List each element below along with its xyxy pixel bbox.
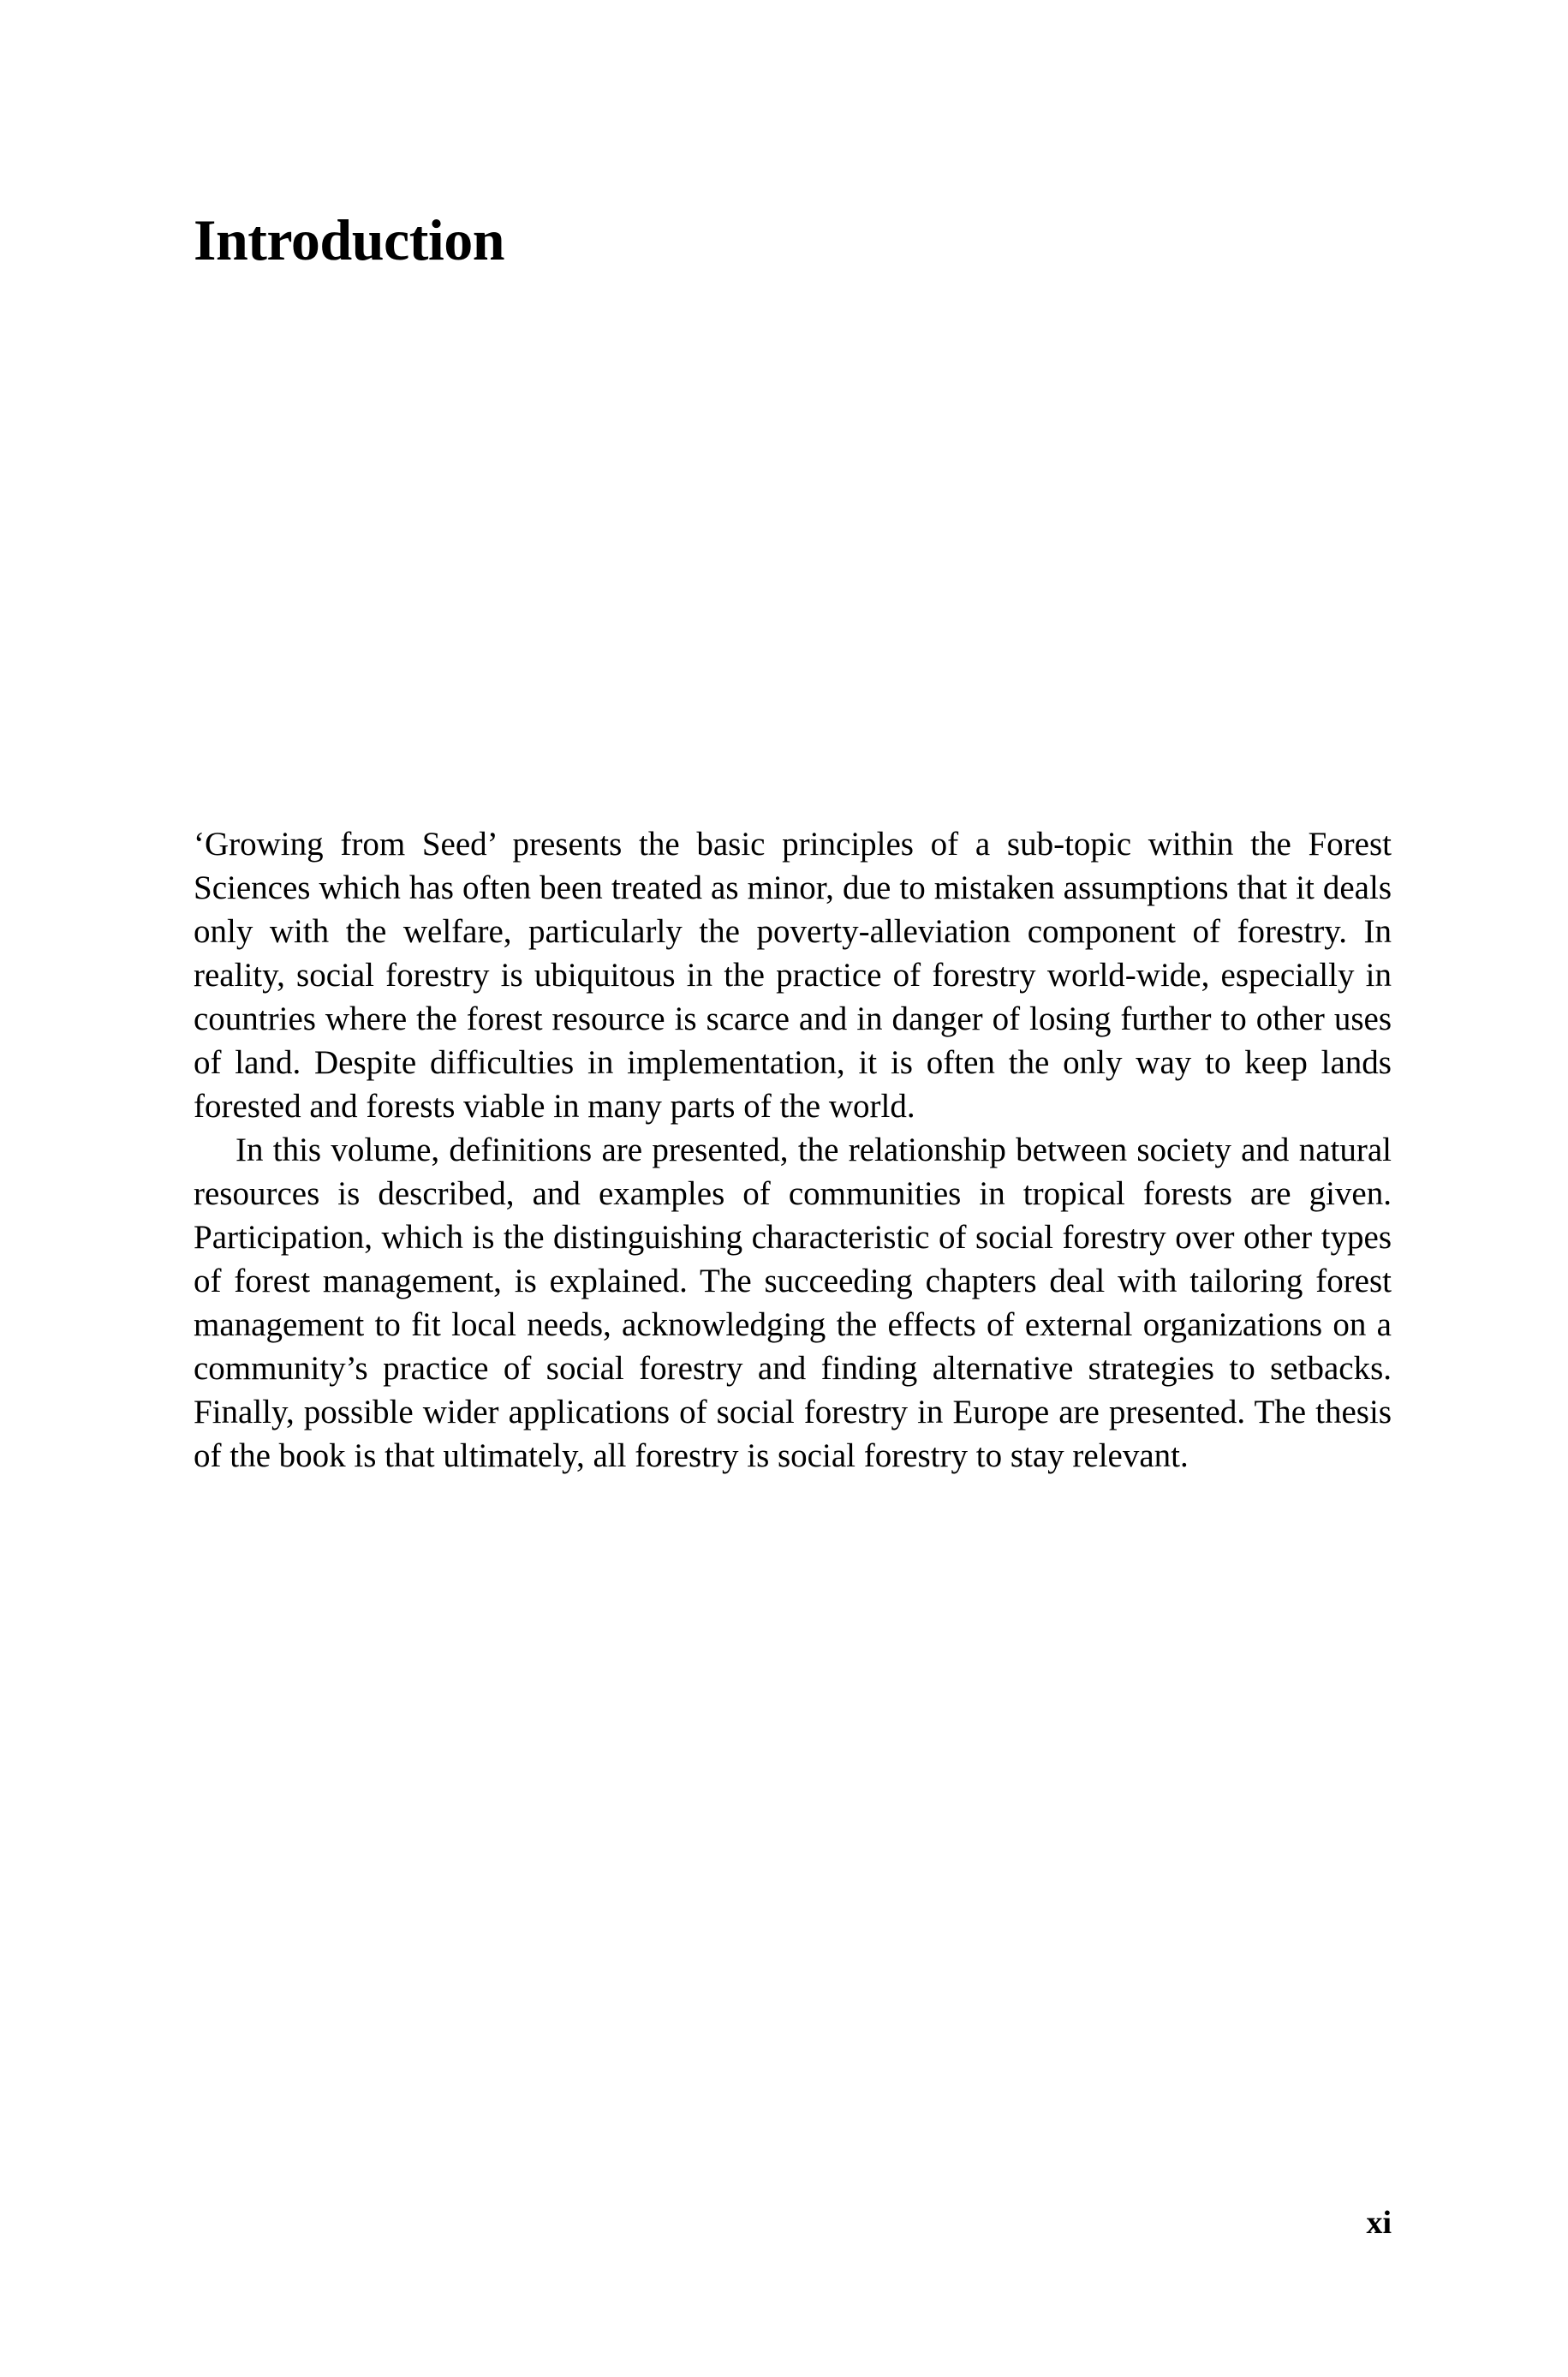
paragraph-1: ‘Growing from Seed’ presents the basic principles of a sub-topic within the Forest Sciences which has often been treated as minor, due to mistaken assumptions that it deals only with the welfare, particularly the poverty-alleviation component of forestry. In reality, social forestry is ubiquitous in the practice of forestry world-wide, especially in countries where the forest resource is scarce and in danger of losing further to other uses of land. Despite difficulties in implementation, it is often the only way to keep lands forested and forests viable in many parts of the world. (194, 826, 1392, 1125)
chapter-title: Introduction (194, 207, 505, 272)
body-text (194, 822, 1392, 1478)
paragraph-2: In this volume, definitions are presented, the relationship between society and natural resources is described, and examples of communities in tropical forests are given. Participation, which is the distinguishing characteristic of social forestry over other types of forest management, is explained. The succeeding chapters deal with tailoring forest management to fit local needs, acknowledging the effects of external organizations on a community’s practice of social forestry and finding alternative strategies to setbacks. Finally, possible wider applications of social forestry in Europe are presented. The thesis of the book is that ultimately, all forestry is social forestry to stay relevant. (194, 1132, 1392, 1474)
page-number: xi (1366, 2205, 1392, 2241)
